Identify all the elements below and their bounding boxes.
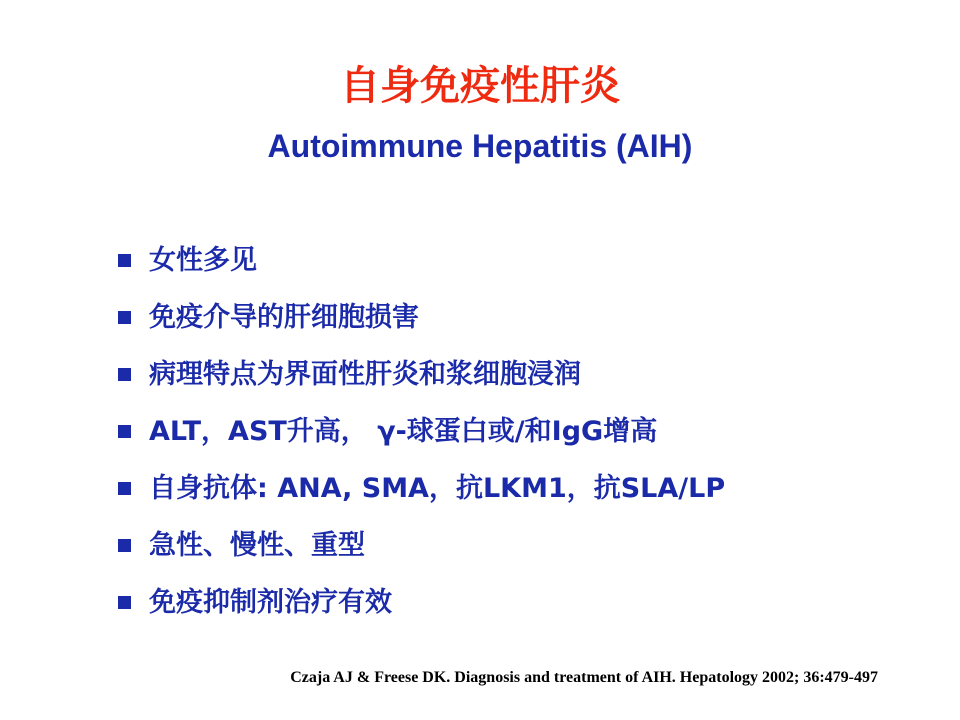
slide-title-english: Autoimmune Hepatitis (AIH) (267, 128, 693, 164)
bullet-item (118, 574, 725, 631)
bullet-text: ALT，AST升高， γ-球蛋白或/和IgG增高 (149, 415, 658, 447)
square-bullet-icon (118, 596, 131, 609)
square-bullet-icon (118, 254, 131, 267)
square-bullet-icon (118, 539, 131, 552)
bullet-item (118, 517, 725, 574)
bullet-text: 急性、慢性、重型 (149, 529, 365, 561)
bullet-item (118, 289, 725, 346)
square-bullet-icon (118, 425, 131, 438)
slide-title-chinese: 自身免疫性肝炎 (340, 63, 620, 109)
square-bullet-icon (118, 368, 131, 381)
bullet-item (118, 232, 725, 289)
bullet-text: 自身抗体: ANA, SMA，抗LKM1，抗SLA/LP (149, 472, 726, 504)
bullet-text: 女性多见 (149, 244, 257, 276)
square-bullet-icon (118, 311, 131, 324)
citation-reference: Czaja AJ & Freese DK. Diagnosis and treatment of AIH. Hepatology 2002; 36:479-497 (290, 669, 878, 686)
bullet-text: 病理特点为界面性肝炎和浆细胞浸润 (149, 358, 581, 390)
bullet-item (118, 460, 725, 517)
bullet-list (118, 232, 725, 631)
bullet-item (118, 346, 725, 403)
bullet-item (118, 403, 725, 460)
bullet-text: 免疫抑制剂治疗有效 (149, 586, 392, 618)
bullet-text: 免疫介导的肝细胞损害 (149, 301, 419, 333)
square-bullet-icon (118, 482, 131, 495)
